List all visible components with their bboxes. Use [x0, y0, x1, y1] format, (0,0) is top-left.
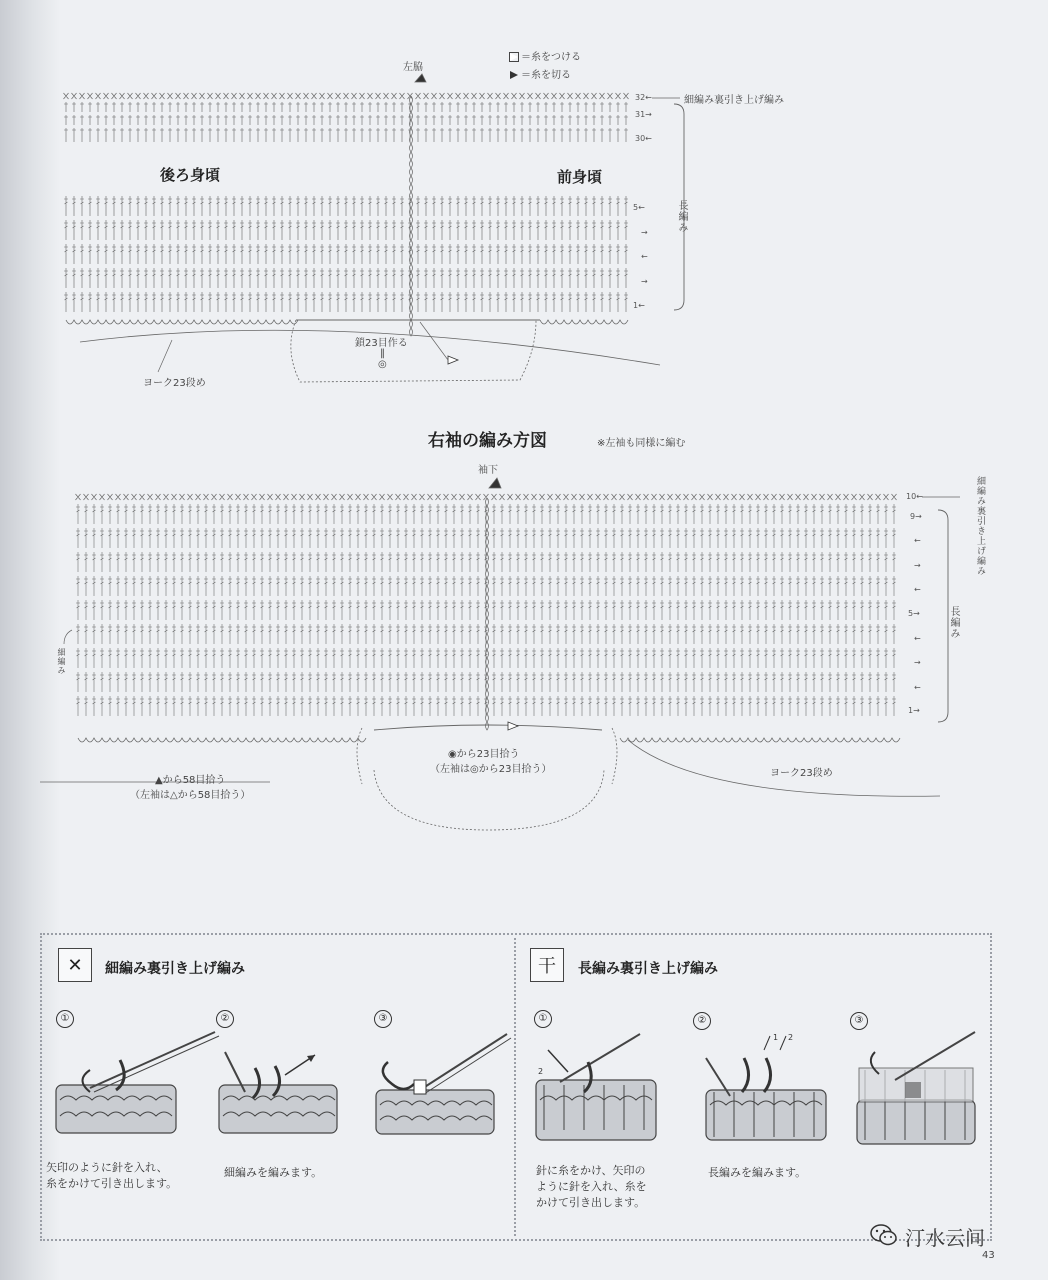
sleeve-chart-note: ※左袖も同様に編む [597, 438, 686, 449]
chain-label: 鎖23目作る [355, 338, 408, 349]
body-yoke-pointer [158, 340, 172, 372]
right-step-1-illustration [536, 1034, 656, 1140]
sleeve-bottom-edge-right [620, 738, 900, 742]
body-row-31: 31→ [635, 110, 652, 119]
chain-mark: ◎ [378, 359, 387, 370]
left-step-1-illustration [56, 1032, 219, 1133]
sleeve-row-5: 5→ [908, 609, 920, 618]
left-step-3-illustration [376, 1034, 511, 1134]
body-bottom-edge-front [540, 320, 628, 324]
body-row-5: 5← [633, 203, 645, 212]
left-step-2-illustration [219, 1052, 337, 1133]
sleeve-pickup-bottom-line [374, 770, 604, 830]
left-side-label: 左脇 [403, 62, 423, 73]
right-caption-2: 長編みを編みます。 [708, 1166, 807, 1179]
body-row-1: 1← [633, 301, 645, 310]
body-row-3: ← [641, 252, 648, 261]
right-caption-1: 針に糸をかけ、矢印の ように針を入れ、糸を かけて引き出します。 [536, 1164, 647, 1209]
pickup-center-line1: ◉から23目拾う [448, 749, 520, 760]
right-step-2-mark-2: 2 [788, 1033, 794, 1042]
technique-left-title: 細編み裏引き上げ編み [105, 961, 245, 977]
right-step-3: ③ [850, 1012, 868, 1030]
body-row-32: 32← [635, 93, 652, 102]
sleeve-side-stitch-label: 細編み [57, 648, 66, 675]
sc-back-post-symbol-icon: ✕ [58, 948, 92, 982]
page-number: 43 [982, 1250, 995, 1261]
body-row-2: → [641, 277, 648, 286]
chain-symbol: ‖ [380, 348, 385, 359]
body-row-30: 30← [635, 134, 652, 143]
legend-cut: ＝糸を切る [510, 66, 571, 81]
pickup-center-line2: （左袖は◎から23目拾う） [430, 764, 552, 775]
technique-right-title: 長編み裏引き上げ編み [578, 961, 718, 977]
sleeve-row-3: → [914, 658, 921, 667]
sleeve-row-10: 10← [906, 492, 923, 501]
sleeve-top-stitch-label: 細編み裏引き上げ編み [975, 476, 985, 576]
sleeve-yoke-label: ヨーク23段め [770, 768, 833, 779]
left-technique-illustrations [50, 1030, 520, 1160]
body-top-sc-row [64, 93, 629, 99]
sleeve-cut-yarn-marker [489, 478, 501, 488]
sleeve-underarm-right [612, 728, 617, 784]
watermark: 汀水云间 [905, 1226, 985, 1250]
left-caption-1: 矢印のように針を入れ、 糸をかけて引き出します。 [46, 1161, 178, 1190]
pickup-left-line1: ▲から58目拾う [155, 775, 226, 786]
right-step-1-mark: 2 [538, 1067, 544, 1076]
right-step-2: ② [693, 1012, 711, 1030]
body-bottom-edge-back [66, 320, 298, 324]
sleeve-bottom-edge-left [78, 738, 366, 742]
body-underarm-chain [291, 320, 536, 382]
body-attach-yarn-marker [448, 356, 458, 364]
right-technique-illustrations [530, 1030, 990, 1160]
sleeve-attach-yarn-marker [508, 722, 518, 730]
sleeve-main-stitch-label: 長編み [948, 606, 959, 639]
body-main-stitch-label: 長編み [676, 200, 687, 233]
sleeve-chart-title: 右袖の編み方図 [428, 431, 547, 451]
body-yoke-label: ヨーク23段め [143, 378, 206, 389]
sleeve-row-1: 1→ [908, 706, 920, 715]
body-row-4: → [641, 228, 648, 237]
sleeve-row-8: ← [914, 536, 921, 545]
wechat-icon [870, 1224, 898, 1246]
sleeve-row-6: ← [914, 585, 921, 594]
legend-attach: ＝糸をつける [510, 48, 581, 63]
pickup-left-line2: （左袖は△から58目拾う） [130, 790, 251, 801]
body-upper-rows [64, 102, 628, 142]
left-step-3: ③ [374, 1010, 392, 1028]
left-step-1: ① [56, 1010, 74, 1028]
body-chain-pointer [420, 322, 448, 360]
right-step-2-illustration [706, 1036, 826, 1140]
sleeve-side-marker [64, 630, 72, 644]
right-step-3-illustration [857, 1032, 975, 1144]
right-step-2-mark-1: 1 [773, 1033, 779, 1042]
body-lower-rows [64, 196, 628, 312]
sleeve-row-2: ← [914, 683, 921, 692]
front-body-label: 前身頃 [557, 168, 603, 186]
back-body-label: 後ろ身頃 [160, 166, 221, 184]
underarm-label: 袖下 [478, 465, 498, 476]
right-step-1: ① [534, 1010, 552, 1028]
body-top-stitch-label: 細編み裏引き上げ編み [684, 95, 784, 106]
sleeve-row-9: 9→ [910, 512, 922, 521]
sleeve-underarm-left [357, 728, 362, 784]
dc-back-post-symbol-icon: 干 [530, 948, 564, 982]
body-cut-yarn-marker [415, 74, 426, 82]
sleeve-row-7: → [914, 561, 921, 570]
left-caption-2: 細編みを編みます。 [224, 1166, 323, 1179]
sleeve-row-4: ← [914, 634, 921, 643]
left-step-2: ② [216, 1010, 234, 1028]
